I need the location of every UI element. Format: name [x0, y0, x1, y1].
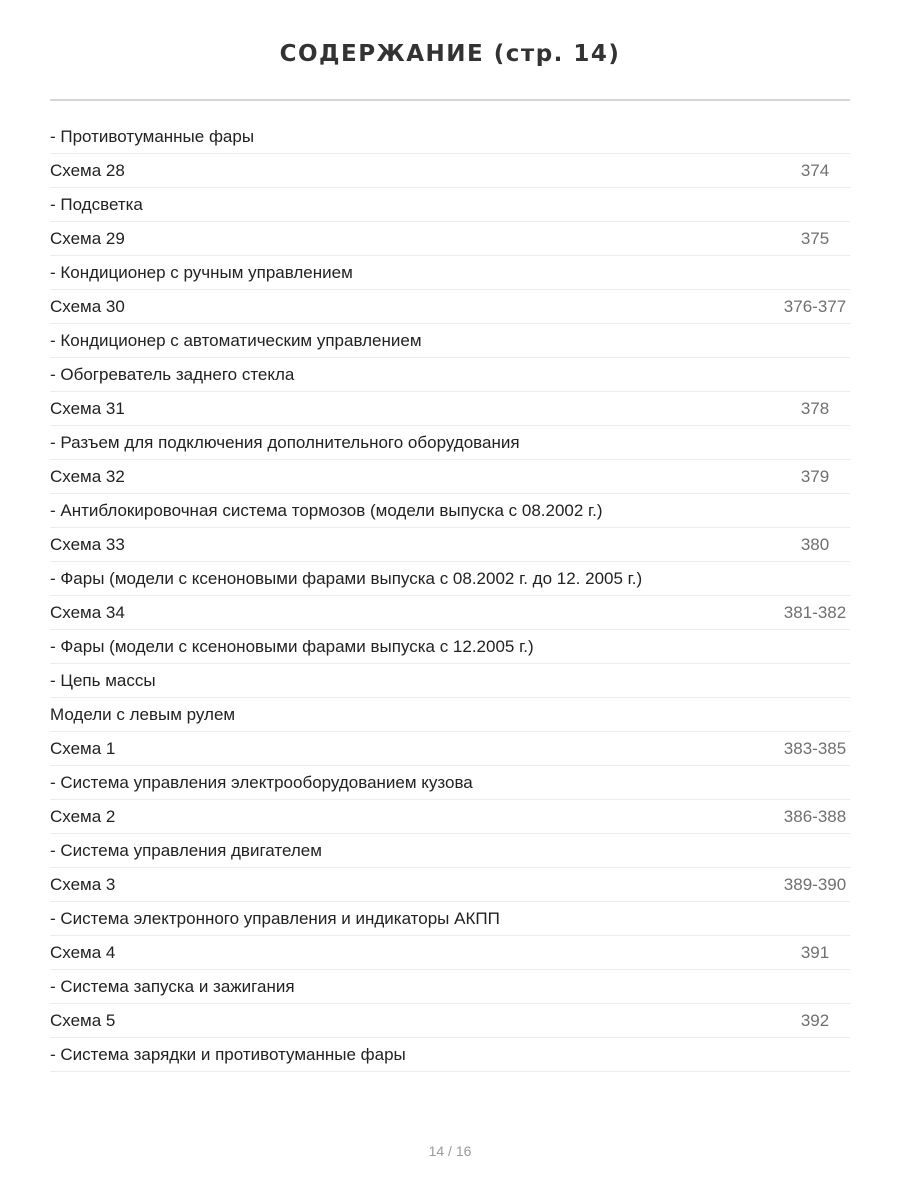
toc-entry[interactable] — [50, 290, 850, 324]
page-indicator: 14 / 16 — [428, 1143, 472, 1159]
toc-entry[interactable] — [50, 562, 850, 596]
toc-entry-label: Модели с левым рулем — [50, 704, 236, 724]
toc-entry[interactable] — [50, 154, 850, 188]
toc-entry-label: Схема 1 — [50, 738, 116, 758]
toc-entry-page-range: 380 — [800, 534, 830, 554]
toc-entry-label: Схема 32 — [50, 466, 125, 486]
toc-entry[interactable] — [50, 936, 850, 970]
toc-entry[interactable] — [50, 426, 850, 460]
page-title: СОДЕРЖАНИЕ (стр. 14) — [279, 41, 621, 67]
toc-entry-label: Схема 34 — [50, 602, 125, 622]
toc-entry[interactable] — [50, 1004, 850, 1038]
toc-entry[interactable] — [50, 664, 850, 698]
toc-entry-label: - Кондиционер с ручным управлением — [50, 262, 353, 282]
toc-entry[interactable] — [50, 732, 850, 766]
toc-entry-label: - Система электронного управления и индикаторы АКПП — [50, 908, 500, 928]
toc-entry-label: - Разъем для подключения дополнительного оборудования — [50, 432, 520, 452]
toc-entry[interactable] — [50, 494, 850, 528]
toc-entry[interactable] — [50, 766, 850, 800]
toc-entry[interactable] — [50, 256, 850, 290]
toc-entry[interactable] — [50, 902, 850, 936]
toc-entry-label: - Кондиционер с автоматическим управлением — [50, 330, 422, 350]
toc-entry-page-range: 374 — [800, 160, 830, 180]
title-divider — [50, 99, 850, 101]
toc-entry[interactable] — [50, 630, 850, 664]
toc-entry-label: Схема 5 — [50, 1010, 116, 1030]
toc-entry-label: Схема 33 — [50, 534, 125, 554]
toc-entry[interactable] — [50, 834, 850, 868]
toc-entry[interactable] — [50, 222, 850, 256]
toc-entry-label: - Антиблокировочная система тормозов (модели выпуска с 08.2002 г.) — [50, 500, 603, 520]
toc-entry-page-range: 389-390 — [783, 874, 847, 894]
toc-entry-page-range: 378 — [800, 398, 830, 418]
toc-entry-page-range: 391 — [800, 942, 830, 962]
toc-entry-page-range: 383-385 — [783, 738, 847, 758]
toc-entry-label: - Обогреватель заднего стекла — [50, 364, 295, 384]
toc-entry-label: Схема 30 — [50, 296, 125, 316]
toc-entry[interactable] — [50, 868, 850, 902]
toc-entry-label: Схема 29 — [50, 228, 125, 248]
toc-entry-page-range: 375 — [800, 228, 830, 248]
toc-entry-page-range: 376-377 — [783, 296, 847, 316]
toc-entry-page-range: 381-382 — [783, 602, 847, 622]
toc-entry-label: - Цепь массы — [50, 670, 156, 690]
toc-entry-label: Схема 4 — [50, 942, 116, 962]
toc-entry-label: Схема 3 — [50, 874, 116, 894]
toc-entry-label: Схема 28 — [50, 160, 125, 180]
toc-entry[interactable] — [50, 392, 850, 426]
toc-entry-label: - Система зарядки и противотуманные фары — [50, 1044, 406, 1064]
toc-entry-label: Схема 2 — [50, 806, 116, 826]
toc-entry[interactable] — [50, 324, 850, 358]
toc-entry[interactable] — [50, 358, 850, 392]
toc-entry-page-range: 379 — [800, 466, 830, 486]
toc-entry[interactable] — [50, 188, 850, 222]
toc-entry[interactable] — [50, 120, 850, 154]
toc-entry[interactable] — [50, 460, 850, 494]
toc-entry[interactable] — [50, 528, 850, 562]
toc-entry-label: - Фары (модели с ксеноновыми фарами выпуска с 08.2002 г. до 12. 2005 г.) — [50, 568, 643, 588]
toc-entry-label: - Система управления двигателем — [50, 840, 322, 860]
toc-entry[interactable] — [50, 1038, 850, 1072]
toc-entry[interactable] — [50, 596, 850, 630]
toc-entry-label: - Фары (модели с ксеноновыми фарами выпуска с 12.2005 г.) — [50, 636, 534, 656]
toc-entry[interactable] — [50, 698, 850, 732]
table-of-contents — [50, 120, 850, 1072]
toc-entry[interactable] — [50, 800, 850, 834]
toc-entry-page-range: 386-388 — [783, 806, 847, 826]
toc-entry-label: - Подсветка — [50, 194, 143, 214]
toc-entry-page-range: 392 — [800, 1010, 830, 1030]
toc-entry-label: - Система управления электрооборудованием кузова — [50, 772, 473, 792]
toc-entry-label: - Противотуманные фары — [50, 126, 255, 146]
toc-entry-label: Схема 31 — [50, 398, 125, 418]
toc-entry[interactable] — [50, 970, 850, 1004]
toc-entry-label: - Система запуска и зажигания — [50, 976, 295, 996]
